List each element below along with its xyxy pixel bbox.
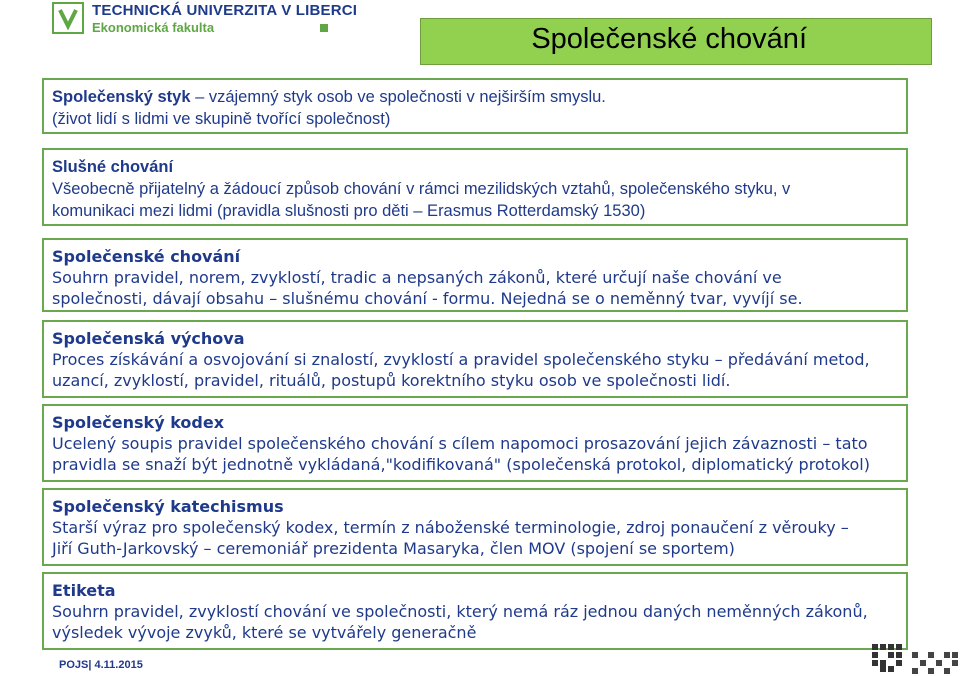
section-title: Etiketa xyxy=(52,581,116,600)
section-title: Slušné chování xyxy=(52,158,174,176)
faculty-name: Ekonomická fakulta xyxy=(92,20,215,35)
section-title: Společenská výchova xyxy=(52,329,245,348)
section-slusne-chovani xyxy=(42,148,908,226)
section-line-1: Všeobecně přijatelný a žádoucí způsob chování v rámci mezilidských vztahů, společenského styku, v xyxy=(52,180,791,198)
section-inline-text: – vzájemný styk osob ve společnosti v nejširším smyslu. xyxy=(190,88,606,106)
pixel-pattern-icon xyxy=(912,652,960,674)
university-logo xyxy=(52,2,358,42)
title-banner xyxy=(420,18,932,65)
section-line-1: Souhrn pravidel, zvyklostí chování ve společnosti, který nemá ráz jednou daných neměnných zákonů, xyxy=(52,602,868,621)
section-line-2: Jiří Guth-Jarkovský – ceremoniář prezidenta Masaryka, člen MOV (spojení se sportem) xyxy=(52,539,735,558)
university-name: TECHNICKÁ UNIVERZITA V LIBERCI xyxy=(92,2,358,19)
section-line-1 xyxy=(52,86,898,108)
section-spolecenska-vychova xyxy=(42,320,908,398)
section-title: Společenské chování xyxy=(52,247,241,266)
section-line-2: komunikaci mezi lidmi (pravidla slušnosti pro děti – Erasmus Rotterdamský 1530) xyxy=(52,202,646,220)
logo-square-icon xyxy=(320,24,328,32)
section-line-1: Ucelený soupis pravidel společenského chování s cílem napomoci prosazování jejich závaznosti – tato xyxy=(52,434,868,453)
section-etiketa xyxy=(42,572,908,650)
pixel-pattern-icon xyxy=(872,644,904,672)
section-line-2: (život lidí s lidmi ve skupině tvořící společnost) xyxy=(52,110,391,128)
section-title: Společenský styk xyxy=(52,88,191,106)
section-title: Společenský kodex xyxy=(52,413,225,432)
slide-title: Společenské chování xyxy=(531,23,807,55)
section-line-2: pravidla se snaží být jednotně vykládaná,"kodifikovaná" (společenská protokol, diplomatický protokol) xyxy=(52,455,870,474)
university-emblem-icon xyxy=(52,2,84,34)
section-spolecensky-styk xyxy=(42,78,908,134)
section-spolecensky-katechismus xyxy=(42,488,908,566)
section-line-2: uzancí, zvyklostí, pravidel, rituálů, postupů korektního styku osob ve společnosti lidí. xyxy=(52,371,731,390)
slide-header xyxy=(0,0,960,80)
section-title: Společenský katechismus xyxy=(52,497,284,516)
section-spolecensky-kodex xyxy=(42,404,908,482)
section-line-1: Proces získávání a osvojování si znalostí, zvyklostí a pravidel společenského styku – předávání metod, xyxy=(52,350,870,369)
section-line-1: Souhrn pravidel, norem, zvyklostí, tradic a nepsaných zákonů, které určují naše chování ve xyxy=(52,268,782,287)
section-line-2: výsledek vývoje zvyků, které se vytvářely generačně xyxy=(52,623,477,642)
footer-label: POJS| 4.11.2015 xyxy=(59,659,143,671)
section-line-2: společnosti, dávají obsahu – slušnému chování - formu. Nejedná se o neměnný tvar, vyvíjí se. xyxy=(52,289,803,308)
section-spolecenske-chovani xyxy=(42,238,908,312)
slide-footer xyxy=(0,658,960,676)
section-line-1: Starší výraz pro společenský kodex, termín z náboženské terminologie, zdroj ponaučení z věrouky – xyxy=(52,518,849,537)
